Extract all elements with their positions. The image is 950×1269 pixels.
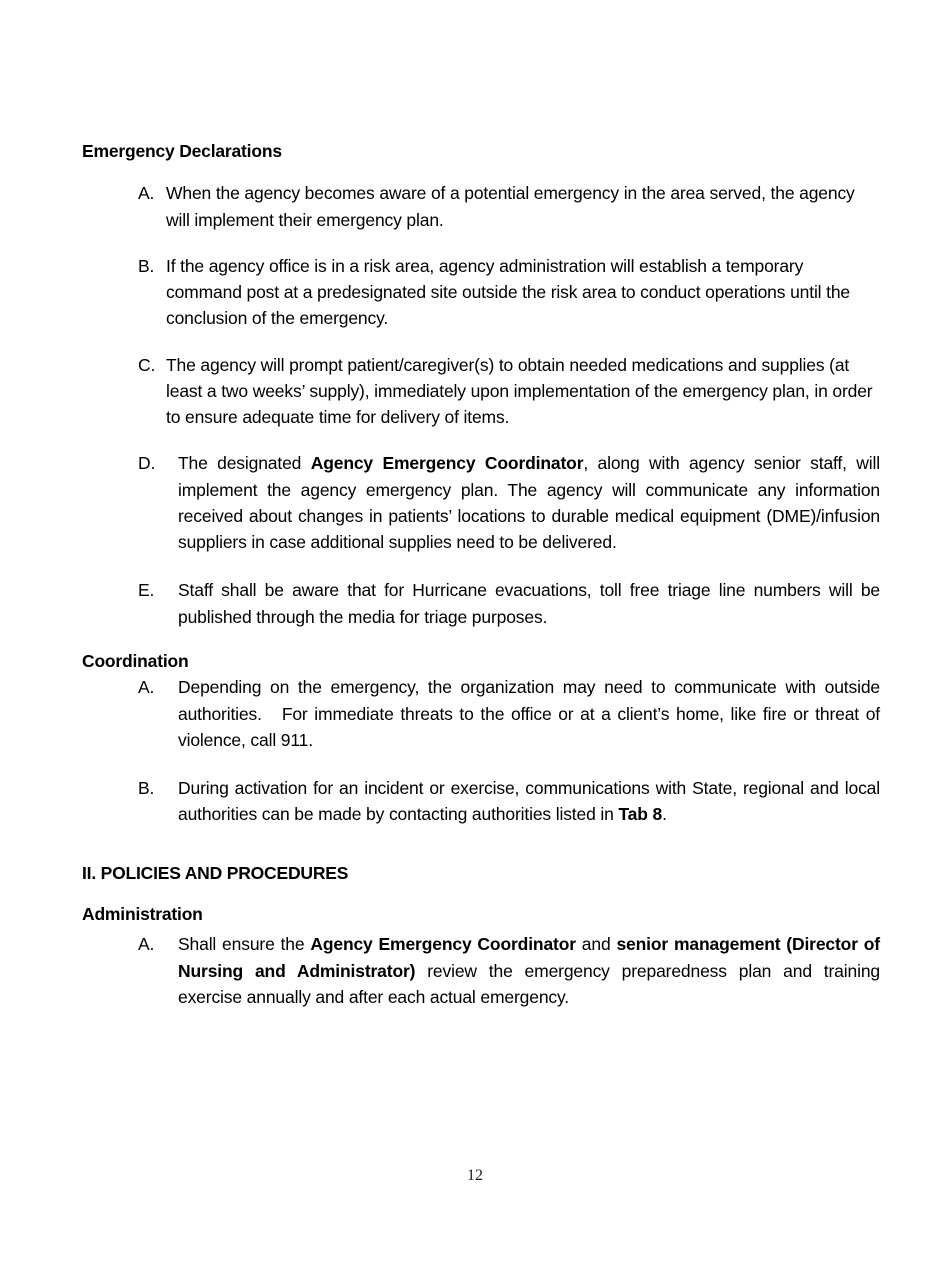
bold-senior-management: senior management (Director of Nursing and Administrator) <box>178 934 880 981</box>
list-item-text: If the agency office is in a risk area, agency administration will establish a temporary command post at a predesignated site outside the risk area to conduct operations until the conclusion of the emergency. <box>166 255 851 329</box>
text-run: During activation for an incident or exercise, communications with State, regional and local authorities can be made by contacting authorities listed in <box>178 778 880 825</box>
bold-agency-emergency-coordinator: Agency Emergency Coordinator <box>310 453 584 474</box>
list-item <box>82 450 880 555</box>
list-item <box>82 577 880 630</box>
text-run: The designated <box>178 453 311 474</box>
list-item <box>82 931 880 1010</box>
list-item-text <box>178 931 880 1010</box>
list-administration <box>82 931 880 1010</box>
list-marker: A. <box>138 183 155 204</box>
list-item <box>82 253 880 332</box>
list-item <box>82 180 880 233</box>
text-run: , along with agency senior staff, will implement the agency emergency plan. The agency will communicate any information received about changes in patients’ locations to durable medical equipment (DME)/infusion suppliers in case additional supplies need to be delivered. <box>178 453 880 553</box>
list-item <box>82 775 880 828</box>
list-item <box>82 352 880 431</box>
text-run: Depending on the emergency, the organization may need to communicate with outside authorities. <box>178 677 880 724</box>
text-spacer <box>262 704 282 724</box>
list-marker: A. <box>138 934 155 955</box>
text-run: and <box>575 934 617 955</box>
bold-tab-8: Tab 8 <box>618 804 663 825</box>
list-item-text <box>178 674 880 753</box>
heading-administration: Administration <box>82 903 203 924</box>
list-emergency-declarations <box>82 180 880 630</box>
text-run: review the emergency preparedness plan and training exercise annually and after each actual emergency. <box>178 960 880 1007</box>
bold-agency-emergency-coordinator: Agency Emergency Coordinator <box>310 934 576 955</box>
list-item-text <box>178 450 880 555</box>
text-run: Shall ensure the <box>178 934 311 955</box>
list-item-text: When the agency becomes aware of a potential emergency in the area served, the agency will implement their emergency plan. <box>166 183 855 230</box>
list-marker: E. <box>138 580 155 601</box>
list-marker: B. <box>138 255 155 276</box>
page-number: 12 <box>467 1167 483 1184</box>
text-run: . <box>662 804 667 825</box>
list-coordination <box>82 674 880 827</box>
list-marker: C. <box>138 354 156 375</box>
list-marker: A. <box>138 677 155 698</box>
heading-emergency-declarations: Emergency Declarations <box>82 141 282 161</box>
list-item-text: Staff shall be aware that for Hurricane evacuations, toll free triage line numbers will be published through the media for triage purposes. <box>178 580 880 627</box>
heading-coordination: Coordination <box>82 650 189 671</box>
list-marker: B. <box>138 778 155 799</box>
text-run: For immediate threats to the office or at a client’s home, like fire or threat of violence, call 911. <box>178 703 880 750</box>
list-item <box>82 674 880 753</box>
list-marker: D. <box>138 453 156 474</box>
list-item-text: The agency will prompt patient/caregiver(s) to obtain needed medications and supplies (at least a two weeks’ supply), immediately upon implementation of the emergency plan, in order to ensure adequate time for delivery of items. <box>166 354 873 428</box>
page-content <box>82 140 880 1010</box>
list-item-text <box>178 775 880 828</box>
heading-policies-and-procedures: II. POLICIES AND PROCEDURES <box>82 862 349 883</box>
